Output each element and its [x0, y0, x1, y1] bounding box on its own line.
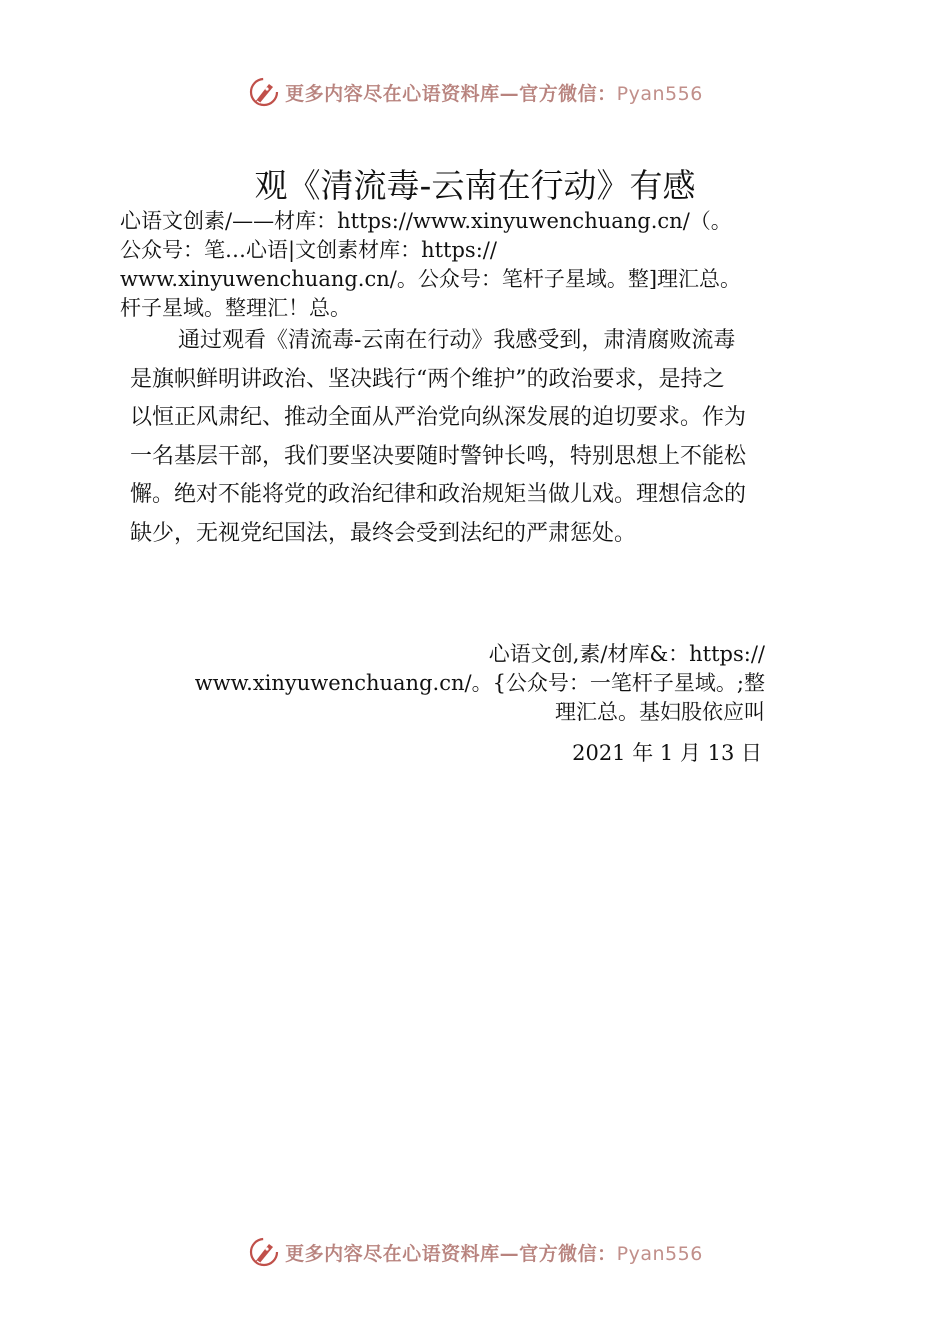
signature-line: www.xinyuwenchuang.cn/。{公众号：一笔杆子星域。;整	[194, 671, 765, 695]
body-line: 通过观看《清流毒-云南在行动》我感受到，肃清腐败流毒	[178, 328, 736, 353]
document-date: 2021 年 1 月 13 日	[572, 741, 762, 765]
intro-line: 杆子星域。整理汇！总。	[120, 296, 351, 320]
body-line: 以恒正风肃纪、推动全面从严治党向纵深发展的迫切要求。作为	[130, 405, 747, 430]
intro-line: 公众号：笔…心语|文创素材库：https://	[120, 238, 497, 262]
banner-wechat-id: Pyan556	[616, 1242, 703, 1265]
footer-banner	[0, 1232, 950, 1272]
body-line: 一名基层干部，我们要坚决要随时警钟长鸣，特别思想上不能松	[130, 443, 747, 469]
banner-text: 更多内容尽在心语资料库—官方微信：Pyan556	[285, 82, 703, 105]
intro-line: 心语文创素/——材库：https://www.xinyuwenchuang.cn/（。	[120, 209, 732, 233]
body-paragraph	[130, 322, 840, 553]
pen-logo-icon	[247, 75, 281, 109]
body-line: 懈。绝对不能将党的政治纪律和政治规矩当做儿戏。理想信念的	[130, 482, 747, 507]
body-line: 是旗帜鲜明讲政治、坚决践行“两个维护”的政治要求，是持之	[130, 366, 725, 392]
signature-line: 心语文创,素/材库&：https://	[488, 642, 765, 666]
signature-line: 理汇总。基妇股依应叫	[555, 700, 765, 724]
banner-text: 更多内容尽在心语资料库—官方微信：Pyan556	[285, 1242, 703, 1265]
body-line: 缺少，无视党纪国法，最终会受到法纪的严肃惩处。	[130, 520, 637, 546]
intro-paragraph	[120, 207, 840, 323]
pen-logo-icon	[247, 1235, 281, 1269]
header-banner	[0, 72, 950, 112]
intro-line: www.xinyuwenchuang.cn/。公众号：笔杆子星域。整]理汇总。	[120, 267, 742, 291]
signature-block	[120, 640, 765, 727]
banner-wechat-id: Pyan556	[616, 82, 703, 105]
page-title: 观《清流毒-云南在行动》有感	[254, 166, 696, 205]
